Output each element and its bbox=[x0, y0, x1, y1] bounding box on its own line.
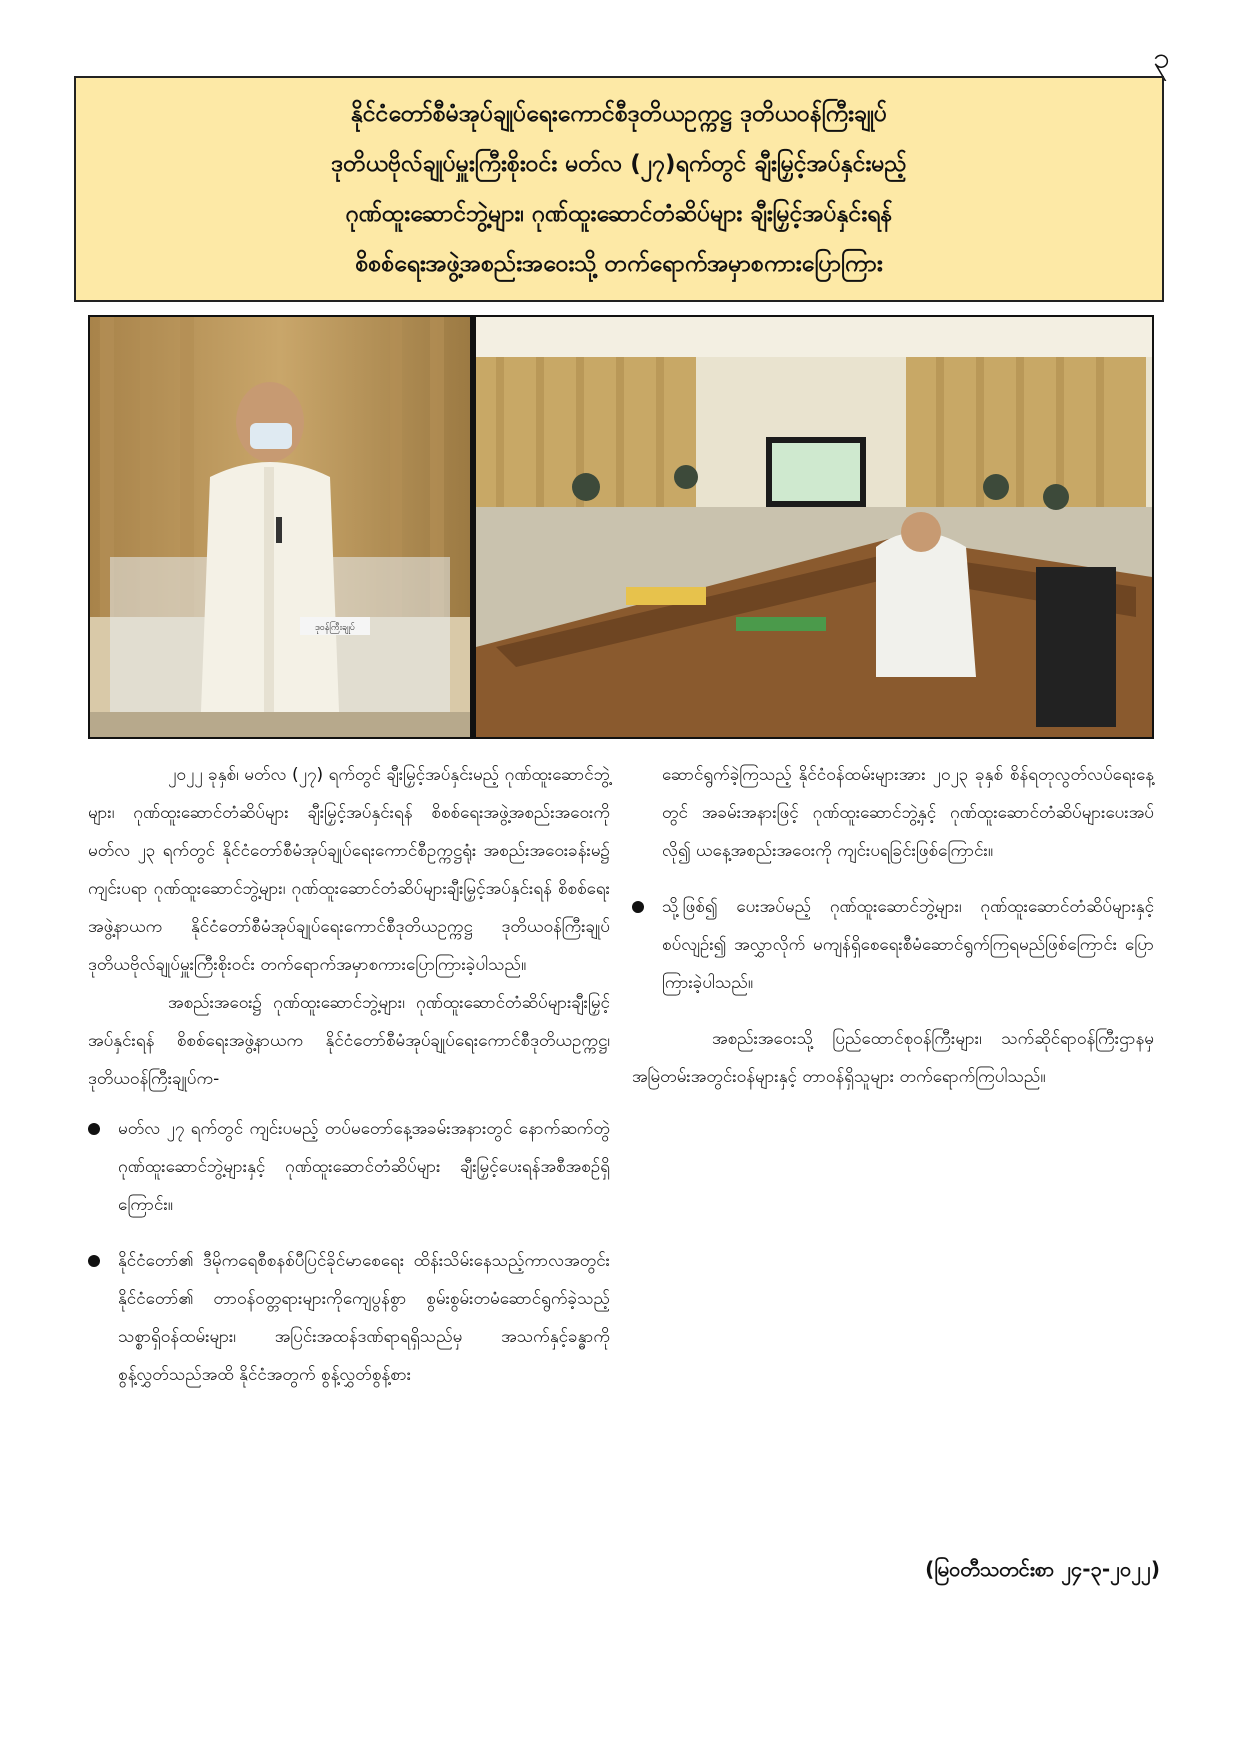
headline-line-2: ဒုတိယဗိုလ်ချုပ်မှူးကြီးစိုးဝင်း မတ်လ (၂၇)ရက်တွင် ချီးမြှင့်အပ်နှင်းမည့် bbox=[331, 151, 907, 177]
bullet-text: ဆောင်ရွက်ခဲ့ကြသည့် နိုင်ငံဝန်ထမ်းများအား ၂၀၂၃ ခုနှစ် စိန်ရတုလွတ်လပ်ရေးနေ့တွင် အခမ်းအနားဖြင့် ဂုဏ်ထူးဆောင်ဘွဲ့နှင့် ဂုဏ်ထူးဆောင်တံဆိပ်များပေးအပ်လို၍ ယနေ့အစည်းအဝေးကို ကျင်းပရခြင်းဖြစ်ကြောင်း။ bbox=[662, 765, 1154, 861]
bullet-text: သို့ဖြစ်၍ ပေးအပ်မည့် ဂုဏ်ထူးဆောင်ဘွဲ့များ၊ ဂုဏ်ထူးဆောင်တံဆိပ်များနှင့်စပ်လျဉ်း၍ အလွှာလိုက် မကျန်ရှိစေရေးစီမံဆောင်ရွက်ကြရမည်ဖြစ်ကြောင်း ပြောကြားခဲ့ပါသည်။ bbox=[662, 897, 1154, 993]
article-paragraph: ၂၀၂၂ ခုနှစ်၊ မတ်လ (၂၇) ရက်တွင် ချီးမြှင့်အပ်နှင်းမည့် ဂုဏ်ထူးဆောင်ဘွဲ့များ၊ ဂုဏ်ထူးဆောင်တံဆိပ်များ ချီးမြှင့်အပ်နှင်းရန် စိစစ်ရေးအဖွဲ့အစည်းအဝေးကို မတ်လ ၂၃ ရက်တွင် နိုင်ငံတော်စီမံအုပ်ချုပ်ရေးကောင်စီဥက္ကဋ္ဌရုံး အစည်းအဝေးခန်းမ၌ ကျင်းပရာ ဂုဏ်ထူးဆောင်ဘွဲ့များ၊ ဂုဏ်ထူးဆောင်တံဆိပ်များချီးမြှင့်အပ်နှင်းရန် စိစစ်ရေးအဖွဲ့နာယက နိုင်ငံတော်စီမံအုပ်ချုပ်ရေးကောင်စီဒုတိယဥက္ကဋ္ဌ ဒုတိယဝန်ကြီးချုပ် ဒုတိယဗိုလ်ချုပ်မှူးကြီးစိုးဝင်း တက်ရောက်အမှာစကားပြောကြားခဲ့ပါသည်။ bbox=[88, 765, 610, 975]
headline-line-1: နိုင်ငံတော်စီမံအုပ်ချုပ်ရေးကောင်စီဒုတိယဥက္ကဋ္ဌ ဒုတိယဝန်ကြီးချုပ် bbox=[351, 101, 887, 127]
speaker-illustration bbox=[90, 317, 470, 737]
bullet-item bbox=[632, 888, 1154, 1002]
bullet-continuation bbox=[632, 756, 1154, 870]
bullet-icon bbox=[632, 901, 644, 913]
bullet-text: မတ်လ ၂၇ ရက်တွင် ကျင်းပမည့် တပ်မတော်နေ့အခမ်းအနားတွင် နောက်ဆက်တွဲ ဂုဏ်ထူးဆောင်ဘွဲ့များနှင့် ဂုဏ်ထူးဆောင်တံဆိပ်များ ချီးမြှင့်ပေးရန်အစီအစဉ်ရှိကြောင်း။ bbox=[118, 1119, 610, 1215]
bullet-text: နိုင်ငံတော်၏ ဒီမိုကရေစီစနစ်ပီပြင်ခိုင်မာစေရေး ထိန်းသိမ်းနေသည့်ကာလအတွင်း နိုင်ငံတော်၏ တာဝန်ဝတ္တရားများကိုကျေပွန်စွာ စွမ်းစွမ်းတမံဆောင်ရွက်ခဲ့သည့် သစ္စာရှိဝန်ထမ်းများ၊ အပြင်းအထန်ဒဏ်ရာရရှိသည်မှ အသက်နှင့်ခန္ဓာကို စွန့်လွှတ်သည်အထိ နိုင်ငံအတွက် စွန့်လွှတ်စွန့်စား bbox=[118, 1251, 610, 1385]
article-paragraph: အစည်းအဝေး၌ ဂုဏ်ထူးဆောင်ဘွဲ့များ၊ ဂုဏ်ထူးဆောင်တံဆိပ်များချီးမြှင့်အပ်နှင်းရန် စိစစ်ရေးအဖွဲ့နာယက နိုင်ငံတော်စီမံအုပ်ချုပ်ရေးကောင်စီဒုတိယဥက္ကဋ္ဌ၊ ဒုတိယဝန်ကြီးချုပ်က- bbox=[88, 993, 610, 1089]
headline-line-4: စိစစ်ရေးအဖွဲ့အစည်းအဝေးသို့ တက်ရောက်အမှာစကားပြောကြား bbox=[355, 251, 883, 277]
bullet-item bbox=[88, 1110, 610, 1224]
article-column-left bbox=[88, 756, 610, 1412]
photo-meeting-room bbox=[476, 317, 1152, 737]
headline-box bbox=[74, 76, 1164, 302]
source-citation: (မြဝတီသတင်းစာ ၂၄-၃-၂၀၂၂) bbox=[925, 1557, 1160, 1581]
article-column-right bbox=[632, 756, 1154, 1096]
headline-line-3: ဂုဏ်ထူးဆောင်ဘွဲ့များ၊ ဂုဏ်ထူးဆောင်တံဆိပ်များ ချီးမြှင့်အပ်နှင်းရန် bbox=[345, 201, 893, 227]
bullet-icon bbox=[88, 1123, 100, 1135]
meeting-illustration bbox=[476, 317, 1152, 737]
bullet-icon bbox=[88, 1255, 100, 1267]
bullet-item bbox=[88, 1242, 610, 1394]
news-photo bbox=[88, 315, 1154, 739]
photo-speaker bbox=[90, 317, 470, 737]
nameplate-text: ဒုဝန်ကြီးချုပ် bbox=[315, 623, 355, 633]
article-paragraph: အစည်းအဝေးသို့ ပြည်ထောင်စုဝန်ကြီးများ၊ သက်ဆိုင်ရာဝန်ကြီးဌာနမှ အမြဲတမ်းအတွင်းဝန်များနှင့် တာဝန်ရှိသူများ တက်ရောက်ကြပါသည်။ bbox=[632, 1029, 1154, 1087]
page-number: ၃ bbox=[1153, 41, 1170, 76]
